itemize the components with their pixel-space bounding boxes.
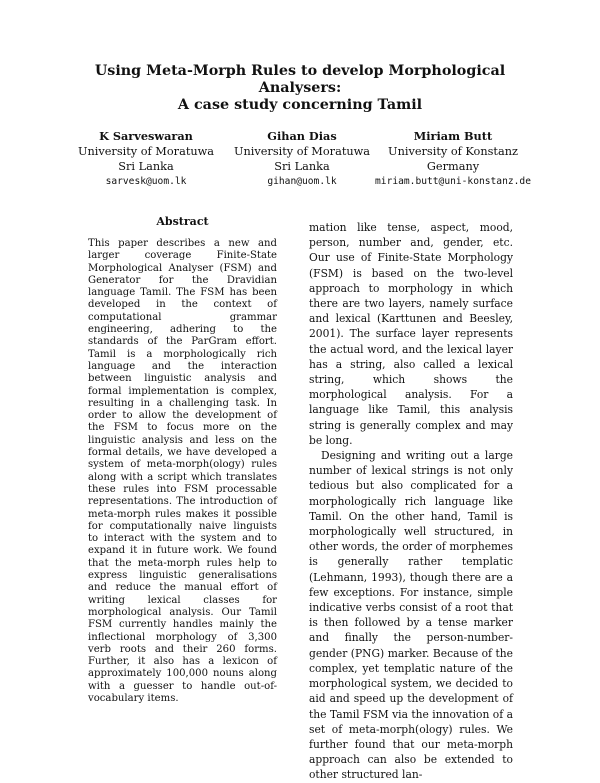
author-block-1: [61, 129, 231, 189]
author-name: Miriam Butt: [413, 129, 493, 143]
author-location: Sri Lanka: [118, 160, 174, 173]
paper-title: [60, 63, 540, 114]
body-paragraph-1: mation like tense, aspect, mood, person, number and, gender, etc. Our use of Finite-State Morphology (FSM) is based on the two-level approach to morphology in which there are two layers, namely surface and lexical (Karttunen and Beesley, 2001). The surface layer represents the actual word, and the lexical layer has a string, also called a lexical string, which shows the morphological analysis. For a language like Tamil, this analysis string is generally complex and may be long.: [309, 221, 513, 447]
abstract-heading: Abstract: [156, 215, 209, 228]
author-email[interactable]: sarvesk@uom.lk: [105, 176, 187, 187]
author-block-3: [363, 129, 543, 189]
author-email[interactable]: gihan@uom.lk: [267, 176, 337, 187]
author-location: Sri Lanka: [274, 160, 330, 173]
author-affiliation: University of Konstanz: [388, 145, 518, 158]
author-affiliation: University of Moratuwa: [233, 145, 371, 158]
author-location: Germany: [426, 160, 480, 173]
author-name: K Sarveswaran: [99, 129, 193, 143]
author-block-2: [217, 129, 387, 189]
paper-title-line-2: A case study concerning Tamil: [177, 97, 423, 113]
author-email[interactable]: miriam.butt@uni-konstanz.de: [375, 176, 531, 187]
abstract-column: [88, 238, 277, 705]
body-paragraph-2: Designing and writing out a large number of lexical strings is not only tedious but also complicated for a morphologically rich language like Tamil. On the other hand, Tamil is morphologically well structured, in other words, the order of morphemes is generally rather templatic (Lehmann, 1993), though there are a few exceptions. For instance, simple indicative verbs consist of a root that is then followed by a tense marker and finally the person-number-gender (PNG) marker. Because of the complex, yet templatic nature of the morphological system, we decided to aid and speed up the development of the Tamil FSM via the innovation of a set of meta-morph(ology) rules. We further found that our meta-morph approach can also be extended to other structured lan-: [309, 449, 513, 782]
paper-title-line-1: Using Meta-Morph Rules to develop Morphological Analysers:: [94, 63, 506, 96]
right-column: [309, 220, 513, 783]
author-affiliation: University of Moratuwa: [77, 145, 215, 158]
author-name: Gihan Dias: [267, 129, 337, 143]
abstract-text: This paper describes a new and larger coverage Finite-State Morphological Analyser (FSM) and Generator for the Dravidian language Tamil. The FSM has been developed in the context of computational grammar engineering, adhering to the standards of the ParGram effort. Tamil is a morphologically rich language and the interaction between linguistic analysis and formal implementation is complex, resulting in a challenging task. In order to allow the development of the FSM to focus more on the linguistic analysis and less on the formal details, we have developed a system of meta-morph(ology) rules along with a script which translates these rules into FSM processable representations. The introduction of meta-morph rules makes it possible for computationally naive linguists to interact with the system and to expand it in future work. We found that the meta-morph rules help to express linguistic generalisations and reduce the manual effort of writing lexical classes for morphological analysis. Our Tamil FSM currently handles mainly the inflectional morphology of 3,300 verb roots and their 260 forms. Further, it also has a lexicon of approximately 100,000 nouns along with a guesser to handle out-of-vocabulary items.: [88, 238, 277, 704]
